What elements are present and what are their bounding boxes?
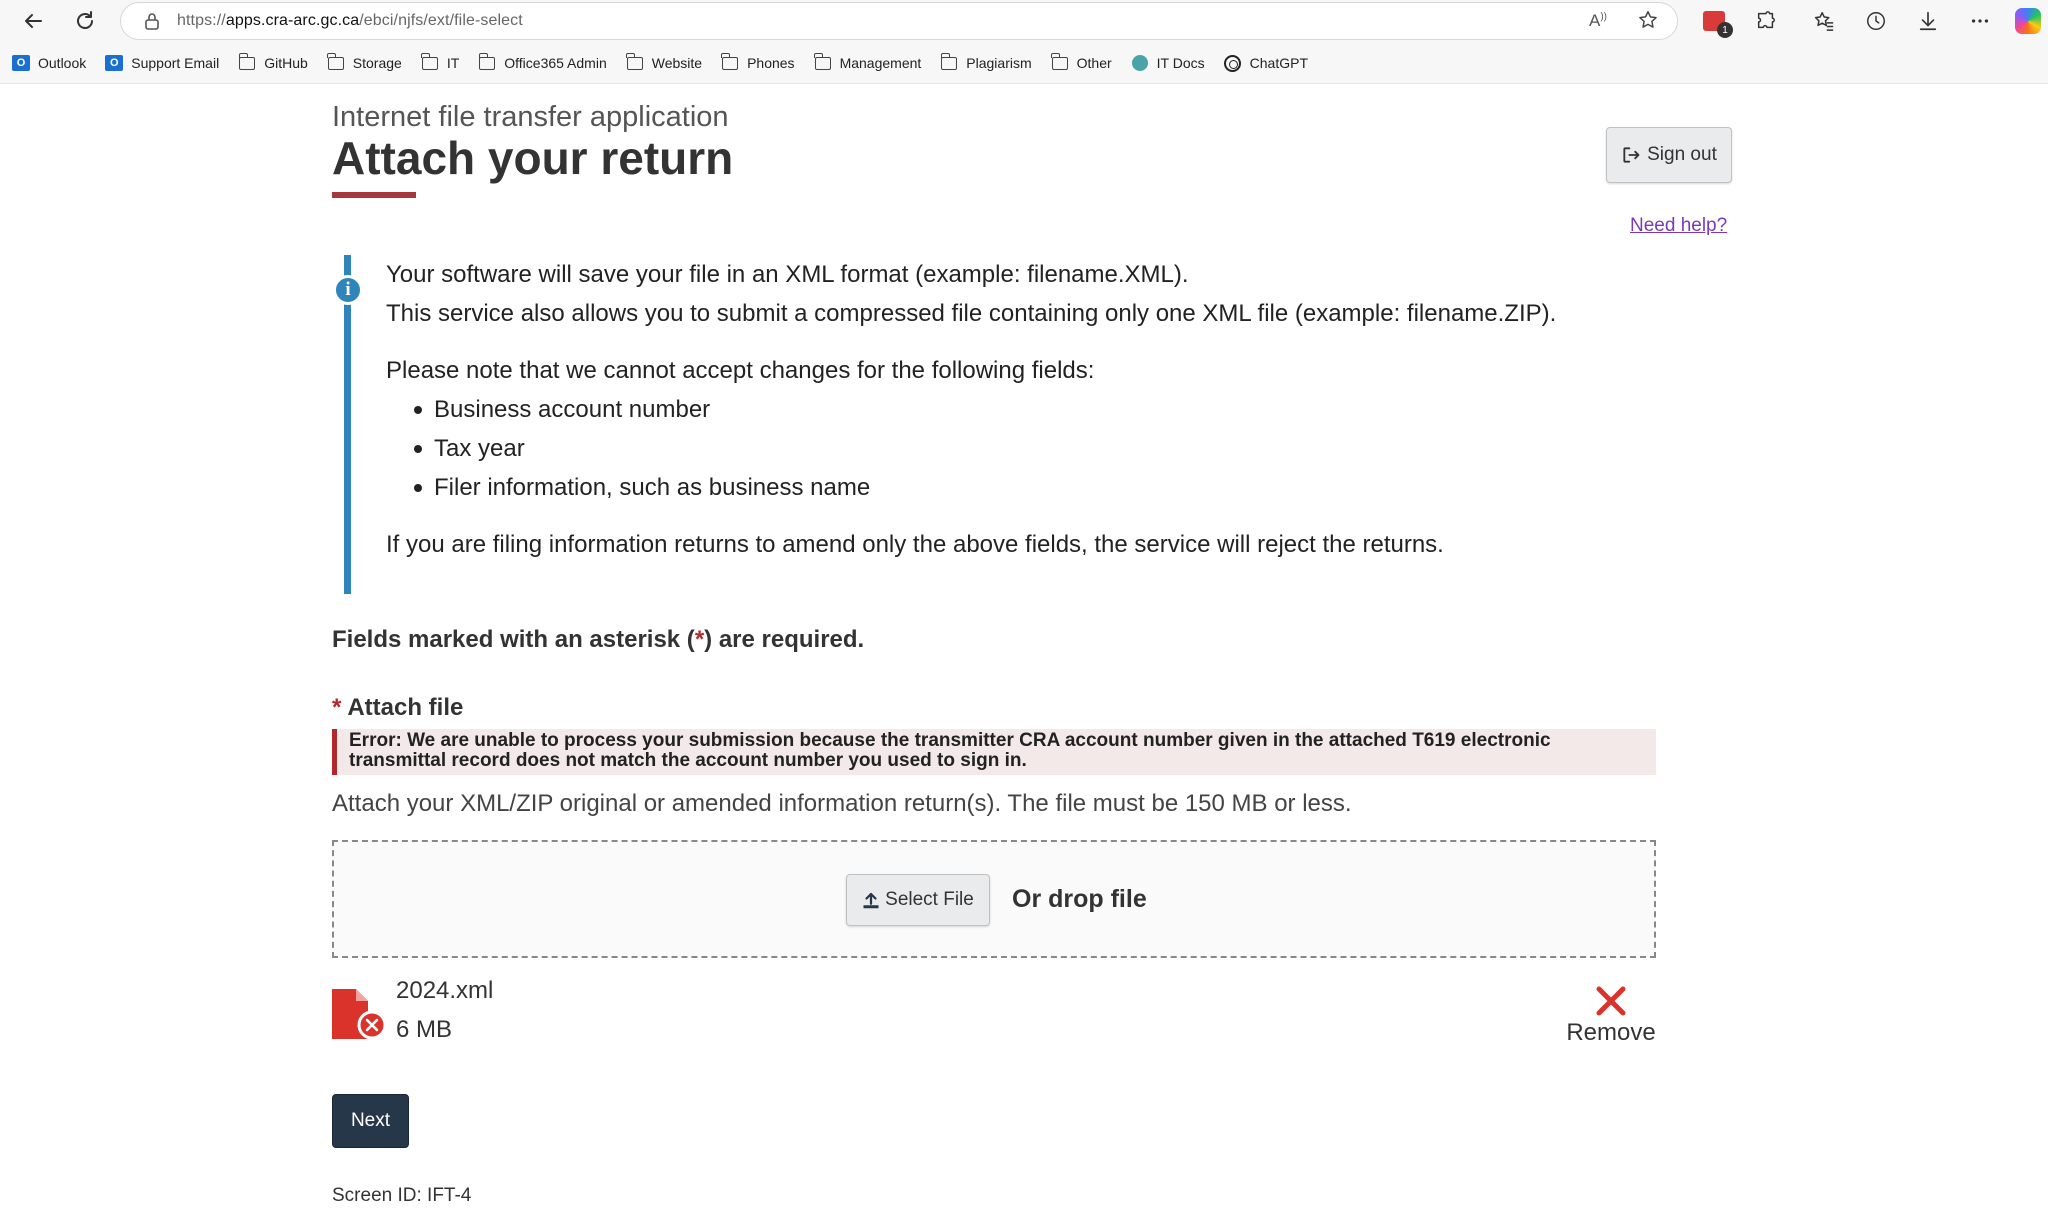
info-line-xml: Your software will save your file in an XML format (example: filename.XML).	[386, 261, 1189, 288]
bookmark-support-email[interactable]: O Support Email	[105, 55, 219, 71]
bookmark-it-docs[interactable]: IT Docs	[1131, 55, 1205, 71]
info-icon: i	[333, 275, 363, 305]
bookmark-outlook[interactable]: O Outlook	[12, 55, 86, 71]
info-alert	[332, 255, 1732, 595]
folder-icon	[327, 55, 345, 71]
title-underline	[332, 192, 416, 198]
drop-file-label: Or drop file	[1012, 885, 1147, 913]
attach-file-label: * Attach file	[332, 694, 464, 721]
list-item: Filer information, such as business name	[434, 468, 1556, 507]
bookmark-folder-office365-admin[interactable]: Office365 Admin	[478, 55, 606, 71]
required-asterisk: *	[332, 694, 342, 721]
read-aloud-icon[interactable]: A))	[1588, 11, 1607, 30]
page-title: Attach your return	[332, 132, 734, 184]
reload-icon	[74, 10, 96, 32]
extensions-puzzle-icon[interactable]	[1750, 5, 1782, 37]
downloads-icon[interactable]	[1912, 5, 1944, 37]
info-note: Please note that we cannot accept changes for the following fields:	[386, 357, 1095, 384]
app-name: Internet file transfer application	[332, 101, 729, 133]
bookmark-folder-storage[interactable]: Storage	[327, 55, 402, 71]
lock-icon[interactable]	[141, 10, 163, 32]
address-bar[interactable]	[120, 2, 1678, 40]
list-item: Tax year	[434, 429, 1556, 468]
attached-file-row	[332, 971, 1656, 1051]
reload-button[interactable]	[68, 4, 102, 38]
bookmark-folder-it[interactable]: IT	[421, 55, 459, 71]
required-fields-note: Fields marked with an asterisk (*) are required.	[332, 626, 865, 653]
need-help-link[interactable]: Need help?	[1630, 215, 1728, 236]
close-icon	[1595, 985, 1627, 1017]
attach-file-description: Attach your XML/ZIP original or amended information return(s). The file must be 150 MB or less.	[332, 790, 1352, 817]
sign-out-icon	[1621, 145, 1641, 165]
folder-icon	[478, 55, 496, 71]
next-button[interactable]: Next	[332, 1094, 409, 1148]
bookmark-folder-management[interactable]: Management	[814, 55, 922, 71]
outlook-icon: O	[12, 55, 30, 71]
bookmark-folder-other[interactable]: Other	[1051, 55, 1112, 71]
bookmark-chatgpt[interactable]: ChatGPT	[1224, 55, 1308, 71]
bookmark-folder-github[interactable]: GitHub	[238, 55, 308, 71]
bookmark-folder-website[interactable]: Website	[626, 55, 702, 71]
folder-icon	[626, 55, 644, 71]
file-dropzone[interactable]	[332, 840, 1656, 958]
attached-file-size: 6 MB	[396, 1016, 453, 1043]
folder-icon	[814, 55, 832, 71]
upload-icon	[862, 891, 880, 909]
bookmark-folder-phones[interactable]: Phones	[721, 55, 794, 71]
remove-file-button[interactable]: Remove	[1566, 985, 1656, 1047]
url-text: https://apps.cra-arc.gc.ca/ebci/njfs/ext/file-select	[177, 12, 523, 29]
bookmark-folder-plagiarism[interactable]: Plagiarism	[940, 55, 1031, 71]
info-alert-bar	[344, 255, 351, 594]
info-line-zip: This service also allows you to submit a compressed file containing only one XML file (example: filename.ZIP).	[386, 300, 1557, 327]
info-alert-text	[386, 255, 1556, 564]
file-error-icon	[332, 989, 368, 1039]
error-message: Error: We are unable to process your submission because the transmitter CRA account number given in the attached T619 electronic transmittal record does not match the account number you used to sign in.	[332, 729, 1656, 775]
bookmarks-bar	[0, 50, 1315, 76]
outlook-icon: O	[105, 55, 123, 71]
chatgpt-icon	[1224, 55, 1242, 71]
page-viewport	[6, 85, 2042, 1227]
restricted-fields-list	[434, 390, 1556, 507]
extension-badge-icon[interactable]: 1	[1698, 5, 1730, 37]
folder-icon	[721, 55, 739, 71]
more-menu-icon[interactable]	[1964, 5, 1996, 37]
docs-icon	[1131, 55, 1149, 71]
folder-icon	[940, 55, 958, 71]
select-file-button[interactable]: Select File	[846, 874, 990, 926]
attached-file-name: 2024.xml	[396, 977, 494, 1004]
sign-out-button[interactable]: Sign out	[1606, 127, 1732, 183]
folder-icon	[238, 55, 256, 71]
list-item: Business account number	[434, 390, 1556, 429]
folder-icon	[421, 55, 439, 71]
screen-id: Screen ID: IFT-4	[332, 1185, 472, 1206]
copilot-icon[interactable]	[2012, 5, 2044, 37]
back-arrow-icon	[22, 10, 44, 32]
favorite-star-icon[interactable]	[1637, 9, 1659, 36]
info-warning: If you are filing information returns to amend only the above fields, the service will reject the returns.	[386, 531, 1444, 558]
folder-icon	[1051, 55, 1069, 71]
browser-chrome	[0, 0, 2048, 84]
favorites-icon[interactable]	[1808, 5, 1840, 37]
history-icon[interactable]	[1860, 5, 1892, 37]
back-button[interactable]	[16, 4, 50, 38]
